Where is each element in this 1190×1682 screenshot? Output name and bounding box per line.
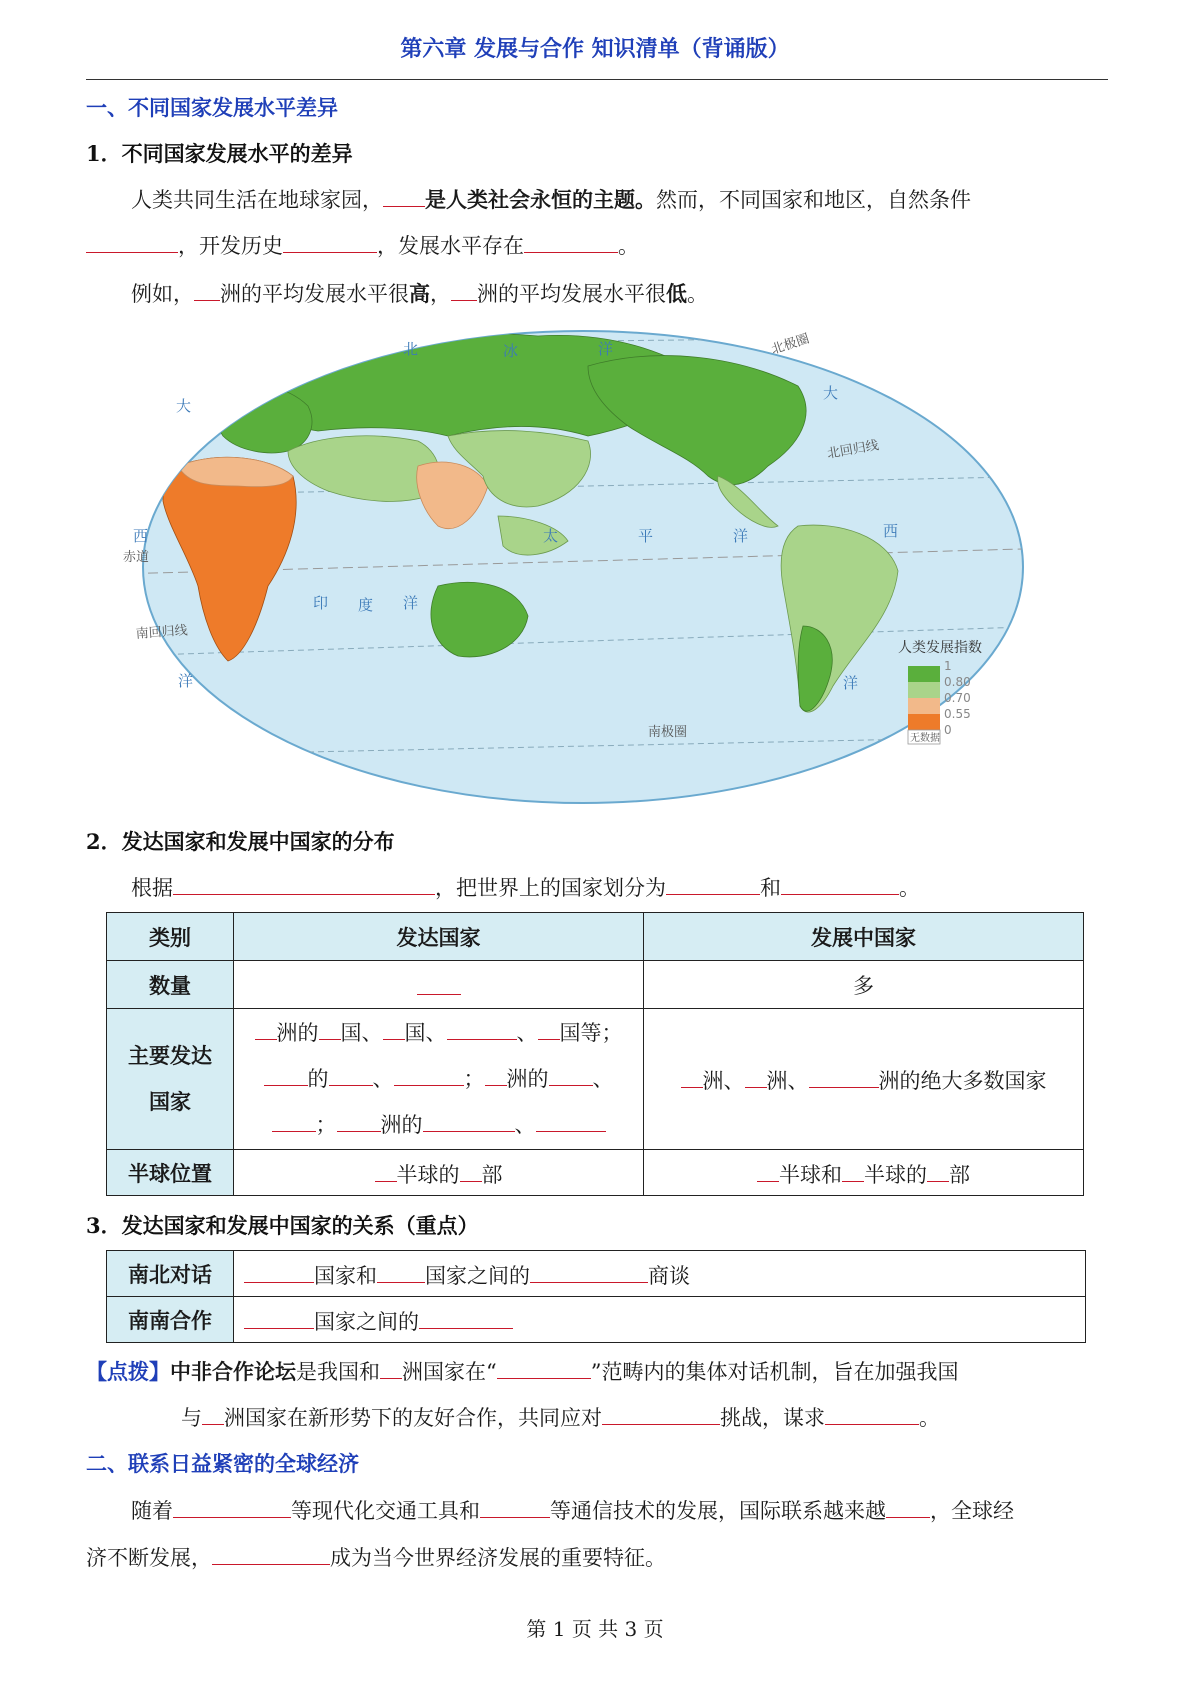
section2-paragraph-1 <box>86 1488 1153 1535</box>
fill-blank[interactable] <box>681 1063 703 1088</box>
table-header: 发展中国家 <box>644 913 1084 961</box>
page-title: 第六章 发展与合作 知识清单（背诵版） <box>400 36 790 62</box>
bold-text: 是人类社会永恒的主题。 <box>425 187 656 212</box>
fill-blank[interactable] <box>383 182 425 207</box>
row-label: 南北对话 <box>107 1251 234 1297</box>
fill-blank[interactable] <box>212 1540 330 1565</box>
text: 然而，不同国家和地区，自然条件 <box>656 188 971 212</box>
text: 、 <box>592 1067 614 1091</box>
text: 、 <box>514 1113 536 1137</box>
map-label: 平 <box>638 527 654 545</box>
text: 洲的 <box>276 1021 319 1045</box>
row-label <box>107 1009 234 1150</box>
text: ，把世界上的国家划分为 <box>435 876 666 900</box>
map-label: 冰 <box>503 342 519 360</box>
tip-line-1 <box>86 1348 1108 1396</box>
fill-blank[interactable] <box>244 1258 314 1283</box>
legend-tick: 1 <box>944 659 952 673</box>
text: 、 <box>372 1067 394 1091</box>
text: 随着 <box>131 1499 173 1523</box>
fill-blank[interactable] <box>825 1400 919 1425</box>
legend-tick: 0 <box>944 723 952 737</box>
text: ； <box>463 1067 485 1091</box>
text: 半球的 <box>864 1162 927 1187</box>
fill-blank[interactable] <box>173 870 435 895</box>
text: 洲的 <box>380 1113 423 1137</box>
fill-blank[interactable] <box>419 1304 513 1329</box>
sub1-paragraph-3 <box>86 270 1153 318</box>
fill-blank[interactable] <box>202 1400 224 1425</box>
fill-blank[interactable] <box>480 1493 550 1518</box>
relation-table <box>106 1250 1086 1343</box>
text: ，发展水平存在 <box>377 234 524 258</box>
section2-paragraph-2 <box>86 1535 1108 1582</box>
map-label: 太 <box>543 527 559 545</box>
map-label: 洋 <box>178 672 194 690</box>
row-label: 半球位置 <box>107 1150 234 1196</box>
section1-heading: 一、不同国家发展水平差异 <box>86 95 338 120</box>
row-label: 数量 <box>107 961 234 1009</box>
fill-blank[interactable] <box>497 1354 591 1379</box>
fill-blank[interactable] <box>377 1258 425 1283</box>
fill-blank[interactable] <box>375 1157 397 1182</box>
hemi-developed-cell <box>234 1150 644 1196</box>
text: 洲的平均发展水平很 <box>220 282 409 306</box>
map-label: 洋 <box>598 340 614 358</box>
text: 例如， <box>131 282 194 306</box>
legend-tick: 0.80 <box>944 675 971 689</box>
count-developed-cell <box>234 961 644 1009</box>
text: 根据 <box>131 876 173 900</box>
hemi-developing-cell <box>644 1150 1084 1196</box>
fill-blank[interactable] <box>383 1015 405 1040</box>
fill-blank[interactable] <box>272 1107 316 1132</box>
fill-blank[interactable] <box>781 870 899 895</box>
text: 商谈 <box>648 1263 690 1288</box>
page-footer: 第 1 页 共 3 页 <box>526 1617 664 1641</box>
fill-blank[interactable] <box>927 1157 949 1182</box>
distribution-table <box>106 912 1084 1196</box>
bold-text: 中非合作论坛 <box>170 1359 296 1384</box>
main-developed-cell <box>234 1009 644 1150</box>
text: 国等； <box>559 1021 623 1045</box>
legend-no-data: 无数据 <box>910 733 940 744</box>
text: ，开发历史 <box>178 234 283 258</box>
fill-blank[interactable] <box>337 1107 381 1132</box>
text: 洲、 <box>766 1069 809 1093</box>
map-label: 西 <box>133 527 149 545</box>
fill-blank[interactable] <box>530 1258 648 1283</box>
text: 国、 <box>404 1021 447 1045</box>
text: 。 <box>919 1406 940 1430</box>
fill-blank[interactable] <box>423 1107 515 1132</box>
map-label: 印 <box>313 594 329 612</box>
text: ； <box>315 1113 337 1137</box>
map-label: 洋 <box>843 674 859 692</box>
fill-blank[interactable] <box>549 1061 593 1086</box>
title-divider <box>86 79 1108 80</box>
sub2-paragraph <box>86 865 1153 912</box>
text: 国家 <box>149 1089 191 1114</box>
text: 部 <box>481 1162 503 1187</box>
text: 成为当今世界经济发展的重要特征。 <box>330 1546 666 1570</box>
fill-blank[interactable] <box>842 1157 864 1182</box>
text: ，全球经 <box>930 1499 1014 1523</box>
fill-blank[interactable] <box>380 1354 402 1379</box>
text: 国、 <box>340 1021 383 1045</box>
text: ， <box>430 282 451 306</box>
north-south-cell <box>234 1251 1086 1297</box>
fill-blank[interactable] <box>329 1061 373 1086</box>
row-label: 南南合作 <box>107 1297 234 1343</box>
tip-line-2 <box>86 1395 1108 1442</box>
sub1-paragraph-2 <box>86 223 1108 270</box>
text: 济不断发展， <box>86 1546 212 1570</box>
fill-blank[interactable] <box>283 228 377 253</box>
map-label: 大 <box>176 397 192 415</box>
map-label: 度 <box>358 596 374 614</box>
map-label: 南回归线 <box>135 623 189 642</box>
map-label: 赤道 <box>123 550 150 565</box>
map-label: 南极圈 <box>648 725 688 740</box>
fill-blank[interactable] <box>255 1015 277 1040</box>
sub3-heading: 3．发达国家和发展中国家的关系（重点） <box>86 1213 479 1238</box>
text: 半球的 <box>396 1162 460 1187</box>
fill-blank[interactable] <box>447 1015 517 1040</box>
text: 国家和 <box>314 1263 377 1288</box>
main-developing-cell <box>644 1009 1084 1150</box>
sub1-heading: 1．不同国家发展水平的差异 <box>86 141 353 166</box>
fill-blank[interactable] <box>485 1061 507 1086</box>
table-header: 类别 <box>107 913 234 961</box>
text: 半球和 <box>779 1162 842 1187</box>
legend-tick: 0.70 <box>944 691 971 705</box>
text: 等现代化交通工具和 <box>291 1499 480 1523</box>
legend-swatch-mid-high <box>908 682 940 698</box>
legend-swatch-low <box>908 714 940 730</box>
legend-tick: 0.55 <box>944 707 971 721</box>
fill-blank[interactable] <box>602 1400 720 1425</box>
text: 挑战，谋求 <box>720 1406 825 1430</box>
text: 等通信技术的发展，国际联系越来越 <box>550 1499 886 1523</box>
fill-blank[interactable] <box>886 1493 930 1518</box>
map-label: 北极圈 <box>769 331 812 358</box>
text: 洲国家在“ <box>402 1360 497 1384</box>
bold-text: 高 <box>409 281 430 306</box>
text: 洲国家在新形势下的友好合作，共同应对 <box>224 1406 602 1430</box>
fill-blank[interactable] <box>173 1493 291 1518</box>
section2-heading: 二、联系日益紧密的全球经济 <box>86 1451 359 1476</box>
fill-blank[interactable] <box>319 1015 341 1040</box>
fill-blank[interactable] <box>757 1157 779 1182</box>
fill-blank[interactable] <box>264 1061 308 1086</box>
text: 洲的平均发展水平很 <box>477 282 666 306</box>
fill-blank[interactable] <box>666 870 760 895</box>
tip-label: 【点拨】 <box>86 1359 170 1384</box>
map-label: 西 <box>883 522 899 540</box>
text: ”范畴内的集体对话机制，旨在加强我国 <box>590 1360 959 1384</box>
text: 和 <box>760 876 781 900</box>
fill-blank[interactable] <box>524 228 618 253</box>
text: 、 <box>516 1021 538 1045</box>
text: 主要发达 <box>128 1043 212 1068</box>
legend-title: 人类发展指数 <box>898 640 982 656</box>
fill-blank[interactable] <box>745 1063 767 1088</box>
text: 国家之间的 <box>314 1309 419 1334</box>
fill-blank[interactable] <box>536 1107 606 1132</box>
map-label: 洋 <box>403 594 419 612</box>
text: 。 <box>687 282 708 306</box>
text: 。 <box>899 876 920 900</box>
text: 是我国和 <box>296 1360 380 1384</box>
fill-blank[interactable] <box>451 276 477 301</box>
table-header: 发达国家 <box>234 913 644 961</box>
fill-blank[interactable] <box>538 1015 560 1040</box>
text: 人类共同生活在地球家园， <box>131 188 383 212</box>
legend-swatch-high <box>908 666 940 682</box>
map-label: 大 <box>823 384 839 402</box>
text: 部 <box>949 1162 970 1187</box>
text: 洲、 <box>702 1069 745 1093</box>
fill-blank[interactable] <box>460 1157 482 1182</box>
fill-blank[interactable] <box>86 228 178 253</box>
text: 。 <box>618 234 639 258</box>
text: 的 <box>307 1067 329 1091</box>
text: 洲的绝大多数国家 <box>878 1069 1047 1093</box>
world-hdi-map <box>118 326 1058 806</box>
fill-blank[interactable] <box>809 1063 879 1088</box>
hdi-legend <box>898 639 982 744</box>
legend-swatch-mid-low <box>908 698 940 714</box>
fill-blank[interactable] <box>244 1304 314 1329</box>
fill-blank[interactable] <box>194 276 220 301</box>
bold-text: 低 <box>666 281 687 306</box>
map-label: 北回归线 <box>826 438 880 462</box>
fill-blank[interactable] <box>394 1061 464 1086</box>
fill-blank[interactable] <box>417 970 461 995</box>
sub2-heading: 2．发达国家和发展中国家的分布 <box>86 829 395 854</box>
text: 国家之间的 <box>425 1263 530 1288</box>
text: 洲的 <box>506 1067 549 1091</box>
map-label: 北 <box>403 340 419 358</box>
south-south-cell <box>234 1297 1086 1343</box>
text: 与 <box>181 1406 202 1430</box>
map-label: 洋 <box>733 527 749 545</box>
sub1-paragraph-1 <box>86 176 1153 224</box>
count-developing-cell: 多 <box>644 961 1084 1009</box>
